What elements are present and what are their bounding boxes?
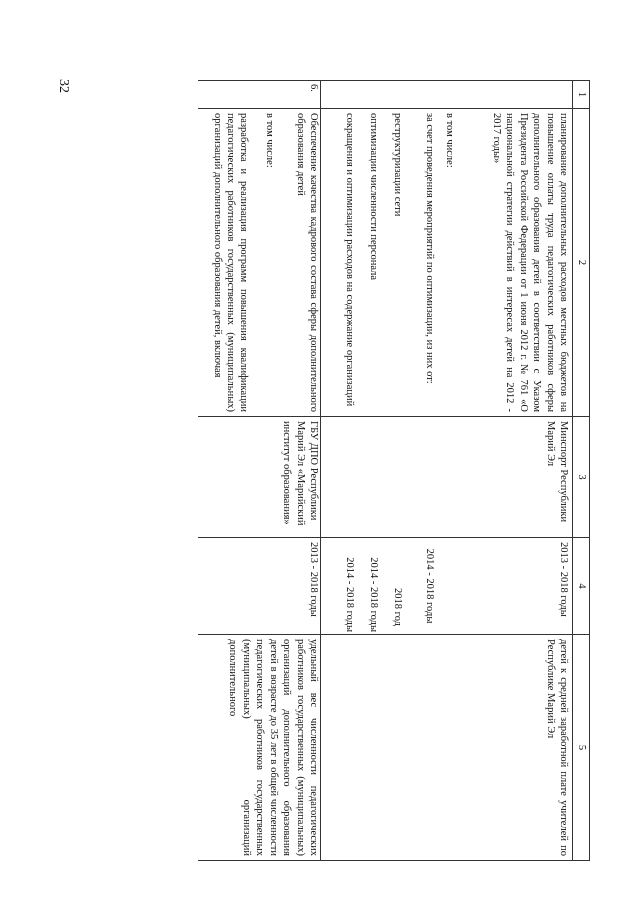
measure-text: сокращения и оптимизации расходов на содержание организаций <box>321 109 357 417</box>
result-text <box>381 635 405 861</box>
result-text <box>405 635 437 861</box>
measure-text: планирование дополнительных расходов местных бюджетов на повышение оплаты труда педагогических работников сферы дополнительного образования детей в соответствии с Указом Президента Российской Федерации от 1 июня 2012 г. № 761 «О национальной стратегии действий в интересах детей на 2012 - 2017 годы» <box>457 109 573 417</box>
row-number <box>199 81 251 109</box>
row-number <box>437 81 457 109</box>
table-row <box>437 81 457 861</box>
executor-text <box>405 417 437 538</box>
result-text <box>321 635 357 861</box>
header-col-3: 3 <box>573 417 590 538</box>
header-col-5: 5 <box>573 635 590 861</box>
period-text: 2014 - 2018 годы <box>357 538 381 635</box>
period-text: 2013 - 2018 годы <box>199 538 321 635</box>
rotated-table-page <box>140 80 590 860</box>
table-row <box>277 81 321 861</box>
table-row <box>405 81 437 861</box>
row-number <box>357 81 381 109</box>
period-text: 2014 - 2018 годы <box>405 538 437 635</box>
executor-text <box>381 417 405 538</box>
page-number: 32 <box>56 79 71 93</box>
measure-text: в том числе: <box>437 109 457 417</box>
table-header-row <box>573 81 590 861</box>
executor-text: Минспорт Республики Марий Эл <box>457 417 573 538</box>
row-number <box>405 81 437 109</box>
period-text <box>437 538 457 635</box>
row-number <box>457 81 573 109</box>
period-text: 2014 - 2018 годы <box>321 538 357 635</box>
header-col-4: 4 <box>573 538 590 635</box>
measure-text: реструктуризации сети <box>381 109 405 417</box>
result-text: удельный вес численности педагогических работников государственных (муниципальных) организаций дополнительного образования детей в возрасте до 35 лет в общей численности педагогических работников государственных (муниципальных) организаций дополнительного <box>199 635 321 861</box>
period-text: 2018 год <box>381 538 405 635</box>
row-number <box>251 81 277 109</box>
header-col-1: 1 <box>573 81 590 109</box>
measure-text: Обеспечение качества кадрового состава сферы дополнительного образования детей <box>277 109 321 417</box>
measure-text: оптимизации численности персонала <box>357 109 381 417</box>
executor-text <box>321 417 357 538</box>
row-number <box>321 81 357 109</box>
table-row <box>357 81 381 861</box>
table-row <box>457 81 573 861</box>
executor-text <box>437 417 457 538</box>
executor-text: ГБУ ДПО Республики Марий Эл «Марийский институт образования» <box>199 417 321 538</box>
row-number: 6. <box>277 81 321 109</box>
period-text: 2013 - 2018 годы <box>457 538 573 635</box>
measure-text: разработка и реализация программ повышения квалификации педагогических работников государственных (муниципальных) организаций дополнительного образования детей, включая <box>199 109 251 417</box>
table-row <box>321 81 357 861</box>
header-col-2: 2 <box>573 109 590 417</box>
row-number <box>381 81 405 109</box>
executor-text <box>357 417 381 538</box>
measures-table <box>199 80 591 861</box>
result-text <box>437 635 457 861</box>
result-text <box>357 635 381 861</box>
measure-text: в том числе: <box>251 109 277 417</box>
measure-text: за счет проведения мероприятий по оптимизации, из них от: <box>405 109 437 417</box>
result-text: детей к средней заработной плате учителей по Республике Марий Эл <box>457 635 573 861</box>
table-row <box>381 81 405 861</box>
